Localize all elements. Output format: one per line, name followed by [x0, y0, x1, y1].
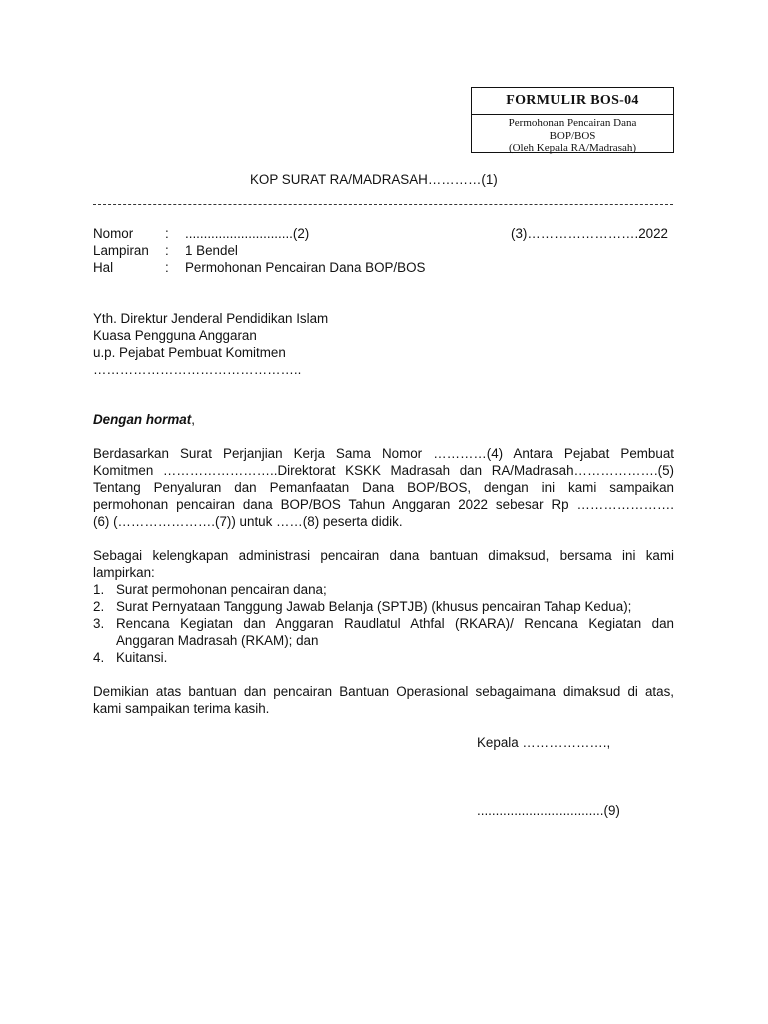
paragraph-line: Sebagai kelengkapan administrasi pencairan dana bantuan dimaksud, bersama ini kami	[93, 548, 674, 563]
paragraph-line: (6) (………………….(7)) untuk ……(8) peserta didik.	[93, 514, 403, 529]
list-item: Surat Pernyataan Tanggung Jawab Belanja (SPTJB) (khusus pencairan Tahap Kedua);	[116, 599, 632, 614]
signature-title: Kepala ……………….,	[477, 735, 611, 750]
letter-date: (3)…………………….2022	[511, 226, 668, 241]
lampiran-label: Lampiran	[93, 243, 149, 258]
paragraph-line: Demikian atas bantuan dan pencairan Bantuan Operasional sebagaimana dimaksud di atas,	[93, 684, 674, 699]
nomor-value: .............................(2)	[185, 226, 310, 241]
list-item-number: 1.	[93, 582, 105, 597]
paragraph-line: Berdasarkan Surat Perjanjian Kerja Sama Nomor …………(4) Antara Pejabat Pembuat	[93, 446, 674, 461]
paragraph-line: kami sampaikan terima kasih.	[93, 701, 270, 716]
paragraph-line: permohonan pencairan dana BOP/BOS Tahun Anggaran 2022 sebesar Rp ………………….	[93, 497, 674, 512]
hal-colon: :	[165, 260, 169, 275]
recipient-line-3: u.p. Pejabat Pembuat Komitmen	[93, 345, 286, 360]
lampiran-value: 1 Bendel	[185, 243, 238, 258]
list-item-number: 2.	[93, 599, 105, 614]
form-code-description	[472, 115, 673, 155]
form-desc-line-2: BOP/BOS	[549, 129, 596, 142]
greeting-punct: ,	[191, 412, 195, 427]
hal-value: Permohonan Pencairan Dana BOP/BOS	[185, 260, 426, 275]
list-item-continuation: Anggaran Madrasah (RKAM); dan	[116, 633, 319, 648]
list-item: Surat permohonan pencairan dana;	[116, 582, 327, 597]
form-code-box	[471, 87, 674, 153]
list-item: Rencana Kegiatan dan Anggaran Raudlatul Athfal (RKARA)/ Rencana Kegiatan dan	[116, 616, 674, 631]
letterhead-placeholder: KOP SURAT RA/MADRASAH…………(1)	[250, 172, 498, 187]
list-item: Kuitansi.	[116, 650, 168, 665]
lampiran-colon: :	[165, 243, 169, 258]
form-code-title: FORMULIR BOS-04	[472, 88, 673, 115]
form-desc-line-3: (Oleh Kepala RA/Madrasah)	[508, 142, 637, 154]
hal-label: Hal	[93, 260, 114, 275]
list-item-number: 3.	[93, 616, 105, 631]
paragraph-line: Tentang Penyaluran dan Pemanfaatan Dana BOP/BOS, dengan ini kami sampaikan	[93, 480, 674, 495]
greeting	[93, 412, 195, 427]
paragraph-line: lampirkan:	[93, 565, 155, 580]
form-desc-line-1: Permohonan Pencairan Dana	[508, 117, 637, 129]
paragraph-line: Komitmen ……………………..Direktorat KSKK Madrasah dan RA/Madrasah……………….(5)	[93, 463, 674, 478]
list-item-number: 4.	[93, 650, 105, 665]
nomor-colon: :	[165, 226, 169, 241]
nomor-label: Nomor	[93, 226, 134, 241]
recipient-line-4: ………………………………………..	[93, 362, 302, 377]
recipient-line-1: Yth. Direktur Jenderal Pendidikan Islam	[93, 311, 329, 326]
signature-name: ..................................(9)	[477, 803, 620, 818]
recipient-line-2: Kuasa Pengguna Anggaran	[93, 328, 257, 343]
letterhead-divider	[93, 204, 673, 205]
greeting-text: Dengan hormat	[93, 412, 192, 427]
